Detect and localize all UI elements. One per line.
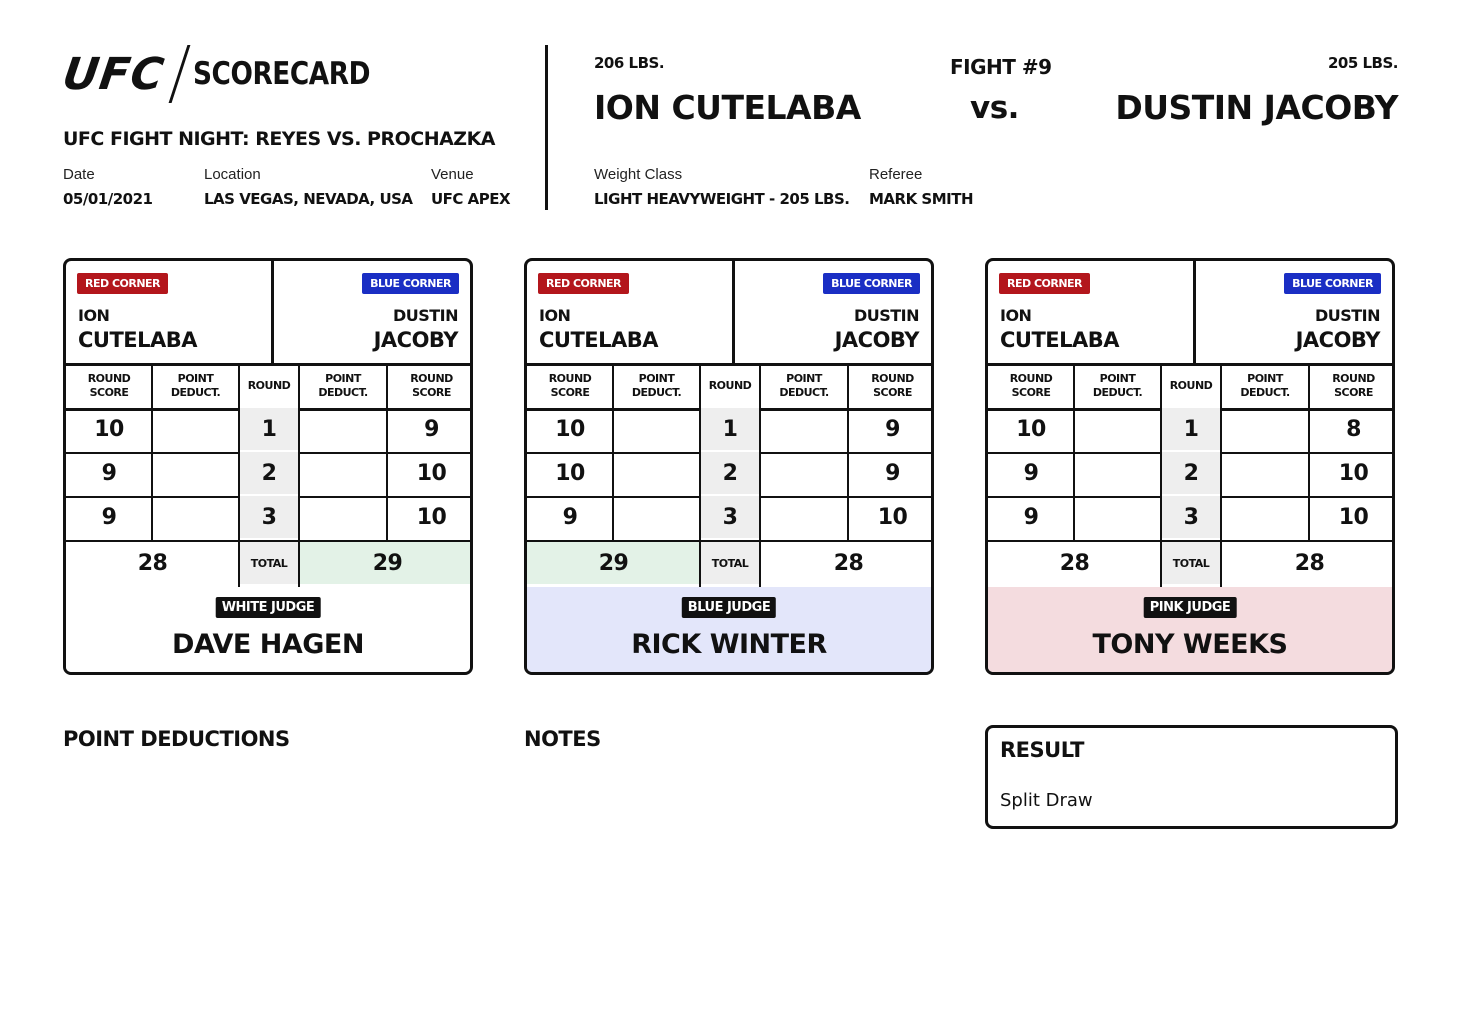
blue-last-name: JACOBY bbox=[1295, 328, 1380, 352]
round-header: ROUND bbox=[1169, 378, 1213, 392]
blue-last-name: JACOBY bbox=[834, 328, 919, 352]
referee-value: MARK SMITH bbox=[869, 190, 974, 208]
judge-color-badge: PINK JUDGE bbox=[1144, 597, 1237, 618]
totals-row bbox=[527, 542, 931, 590]
fight-number: FIGHT #9 bbox=[950, 55, 1052, 79]
column-divider bbox=[847, 363, 849, 542]
round-row bbox=[527, 452, 931, 498]
judge-area bbox=[527, 587, 931, 675]
round-row bbox=[527, 408, 931, 454]
blue-point-deduct-header: POINT DEDUCT. bbox=[779, 371, 829, 399]
red-point-deduct bbox=[1074, 452, 1161, 494]
judge-name: DAVE HAGEN bbox=[172, 629, 364, 660]
red-round-score: 10 bbox=[555, 460, 585, 486]
result-value: Split Draw bbox=[1000, 790, 1093, 811]
red-total: 28 bbox=[1059, 550, 1090, 576]
red-point-deduct bbox=[152, 452, 239, 494]
red-round-score-header: ROUND SCORE bbox=[1009, 371, 1053, 399]
corner-divider bbox=[1193, 261, 1196, 363]
red-point-deduct-header: POINT DEDUCT. bbox=[631, 371, 682, 399]
round-row bbox=[66, 452, 470, 498]
referee-label: Referee bbox=[869, 166, 923, 183]
blue-round-score-header: ROUND SCORE bbox=[1332, 371, 1375, 399]
red-last-name: CUTELABA bbox=[539, 328, 659, 352]
judge-area bbox=[66, 587, 470, 675]
round-number: 1 bbox=[700, 408, 760, 450]
red-first-name: ION bbox=[78, 306, 110, 325]
round-number: 1 bbox=[1161, 408, 1221, 450]
round-row bbox=[988, 496, 1392, 542]
blue-round-score: 10 bbox=[416, 460, 447, 486]
location-label: Location bbox=[204, 166, 261, 183]
red-round-score: 10 bbox=[555, 416, 585, 442]
red-corner-badge: RED CORNER bbox=[538, 273, 629, 294]
red-round-score: 9 bbox=[562, 504, 578, 530]
blue-first-name: DUSTIN bbox=[392, 306, 458, 325]
column-divider bbox=[612, 363, 614, 542]
round-row bbox=[988, 408, 1392, 454]
column-divider bbox=[151, 363, 153, 542]
total-label: TOTAL bbox=[1161, 542, 1221, 584]
red-total: 29 bbox=[527, 542, 700, 584]
blue-round-score: 10 bbox=[416, 504, 447, 530]
red-round-score: 9 bbox=[1023, 504, 1039, 530]
red-round-score-header: ROUND SCORE bbox=[548, 371, 592, 399]
red-round-score: 10 bbox=[94, 416, 124, 442]
blue-point-deduct bbox=[760, 496, 848, 538]
blue-round-score: 10 bbox=[1338, 504, 1369, 530]
notes-title: NOTES bbox=[524, 727, 601, 751]
column-divider bbox=[759, 363, 761, 587]
column-divider bbox=[238, 363, 240, 587]
round-number: 3 bbox=[239, 496, 299, 538]
red-point-deduct bbox=[152, 408, 239, 450]
red-round-score: 9 bbox=[101, 460, 117, 486]
blue-round-score: 9 bbox=[885, 460, 900, 486]
red-point-deduct bbox=[613, 408, 700, 450]
date-value: 05/01/2021 bbox=[63, 190, 153, 208]
red-point-deduct bbox=[1074, 496, 1161, 538]
round-row bbox=[66, 408, 470, 454]
column-divider bbox=[1308, 363, 1310, 542]
totals-row bbox=[66, 542, 470, 590]
blue-point-deduct bbox=[1221, 408, 1309, 450]
red-point-deduct-header: POINT DEDUCT. bbox=[1092, 371, 1143, 399]
red-point-deduct bbox=[1074, 408, 1161, 450]
blue-round-score-header: ROUND SCORE bbox=[871, 371, 914, 399]
column-divider bbox=[1073, 363, 1075, 542]
blue-round-score: 8 bbox=[1346, 416, 1361, 442]
red-corner-badge: RED CORNER bbox=[77, 273, 168, 294]
blue-point-deduct bbox=[1221, 496, 1309, 538]
judge-area bbox=[988, 587, 1392, 675]
blue-weight: 205 LBS. bbox=[1327, 54, 1398, 72]
corner-names bbox=[66, 261, 470, 366]
blue-round-score: 10 bbox=[877, 504, 908, 530]
round-number: 2 bbox=[700, 452, 760, 494]
blue-point-deduct bbox=[299, 452, 387, 494]
red-round-score: 10 bbox=[1016, 416, 1046, 442]
judge-name: TONY WEEKS bbox=[1092, 629, 1288, 660]
score-table-header bbox=[988, 363, 1392, 411]
red-point-deduct bbox=[613, 452, 700, 494]
red-last-name: CUTELABA bbox=[78, 328, 198, 352]
blue-first-name: DUSTIN bbox=[853, 306, 919, 325]
round-row bbox=[988, 452, 1392, 498]
round-row bbox=[527, 496, 931, 542]
judge-scorecard bbox=[524, 258, 934, 675]
blue-fighter-name: DUSTIN JACOBY bbox=[1115, 88, 1398, 127]
column-divider bbox=[699, 363, 701, 587]
red-weight: 206 LBS. bbox=[594, 54, 665, 72]
red-total: 28 bbox=[137, 550, 168, 576]
round-header: ROUND bbox=[708, 378, 752, 392]
red-point-deduct-header: POINT DEDUCT. bbox=[170, 371, 221, 399]
blue-total: 29 bbox=[299, 542, 473, 584]
weight-class-value: LIGHT HEAVYWEIGHT - 205 LBS. bbox=[594, 190, 850, 208]
corner-names bbox=[988, 261, 1392, 366]
round-number: 2 bbox=[239, 452, 299, 494]
column-divider bbox=[298, 363, 300, 587]
blue-round-score: 10 bbox=[1338, 460, 1369, 486]
date-label: Date bbox=[63, 166, 95, 183]
round-number: 2 bbox=[1161, 452, 1221, 494]
blue-total: 28 bbox=[833, 550, 864, 576]
blue-point-deduct bbox=[760, 452, 848, 494]
logo-slash bbox=[169, 45, 191, 103]
blue-round-score: 9 bbox=[424, 416, 439, 442]
red-point-deduct bbox=[613, 496, 700, 538]
round-header: ROUND bbox=[247, 378, 291, 392]
ufc-logo bbox=[59, 44, 401, 104]
column-divider bbox=[1160, 363, 1162, 587]
vs-text: vs. bbox=[970, 90, 1019, 126]
score-table-header bbox=[66, 363, 470, 411]
location-value: LAS VEGAS, NEVADA, USA bbox=[204, 190, 413, 208]
red-round-score: 9 bbox=[1023, 460, 1039, 486]
result-box bbox=[985, 725, 1398, 829]
event-name: UFC FIGHT NIGHT: REYES VS. PROCHAZKA bbox=[63, 128, 496, 150]
blue-round-score: 9 bbox=[885, 416, 900, 442]
judge-color-badge: WHITE JUDGE bbox=[216, 597, 321, 618]
point-deductions-title: POINT DEDUCTIONS bbox=[63, 727, 290, 751]
red-last-name: CUTELABA bbox=[1000, 328, 1120, 352]
blue-point-deduct bbox=[1221, 452, 1309, 494]
blue-point-deduct bbox=[760, 408, 848, 450]
blue-point-deduct-header: POINT DEDUCT. bbox=[318, 371, 368, 399]
blue-last-name: JACOBY bbox=[373, 328, 458, 352]
red-corner-badge: RED CORNER bbox=[999, 273, 1090, 294]
red-round-score-header: ROUND SCORE bbox=[87, 371, 131, 399]
total-label: TOTAL bbox=[700, 542, 760, 584]
red-first-name: ION bbox=[539, 306, 571, 325]
judge-color-badge: BLUE JUDGE bbox=[682, 597, 776, 618]
score-table-header bbox=[527, 363, 931, 411]
blue-corner-badge: BLUE CORNER bbox=[362, 273, 459, 294]
round-number: 3 bbox=[1161, 496, 1221, 538]
blue-corner-badge: BLUE CORNER bbox=[823, 273, 920, 294]
blue-first-name: DUSTIN bbox=[1314, 306, 1380, 325]
judge-scorecard bbox=[63, 258, 473, 675]
round-row bbox=[66, 496, 470, 542]
logo-ufc-text: UFC bbox=[59, 48, 168, 100]
venue-value: UFC APEX bbox=[431, 190, 511, 208]
judge-scorecard bbox=[985, 258, 1395, 675]
blue-point-deduct bbox=[299, 408, 387, 450]
blue-round-score-header: ROUND SCORE bbox=[410, 371, 453, 399]
total-label: TOTAL bbox=[239, 542, 299, 584]
round-number: 1 bbox=[239, 408, 299, 450]
totals-row bbox=[988, 542, 1392, 590]
blue-point-deduct bbox=[299, 496, 387, 538]
result-title: RESULT bbox=[1000, 738, 1084, 762]
scorecard-title: SCORECARD bbox=[193, 56, 371, 92]
corner-names bbox=[527, 261, 931, 366]
corner-divider bbox=[732, 261, 735, 363]
red-point-deduct bbox=[152, 496, 239, 538]
blue-total: 28 bbox=[1294, 550, 1325, 576]
column-divider bbox=[386, 363, 388, 542]
red-round-score: 9 bbox=[101, 504, 117, 530]
red-fighter-name: ION CUTELABA bbox=[594, 88, 861, 127]
round-number: 3 bbox=[700, 496, 760, 538]
venue-label: Venue bbox=[431, 166, 474, 183]
red-first-name: ION bbox=[1000, 306, 1032, 325]
blue-corner-badge: BLUE CORNER bbox=[1284, 273, 1381, 294]
header-divider bbox=[545, 45, 548, 210]
blue-point-deduct-header: POINT DEDUCT. bbox=[1240, 371, 1290, 399]
weight-class-label: Weight Class bbox=[594, 166, 683, 183]
column-divider bbox=[1220, 363, 1222, 587]
corner-divider bbox=[271, 261, 274, 363]
judge-name: RICK WINTER bbox=[631, 629, 827, 660]
